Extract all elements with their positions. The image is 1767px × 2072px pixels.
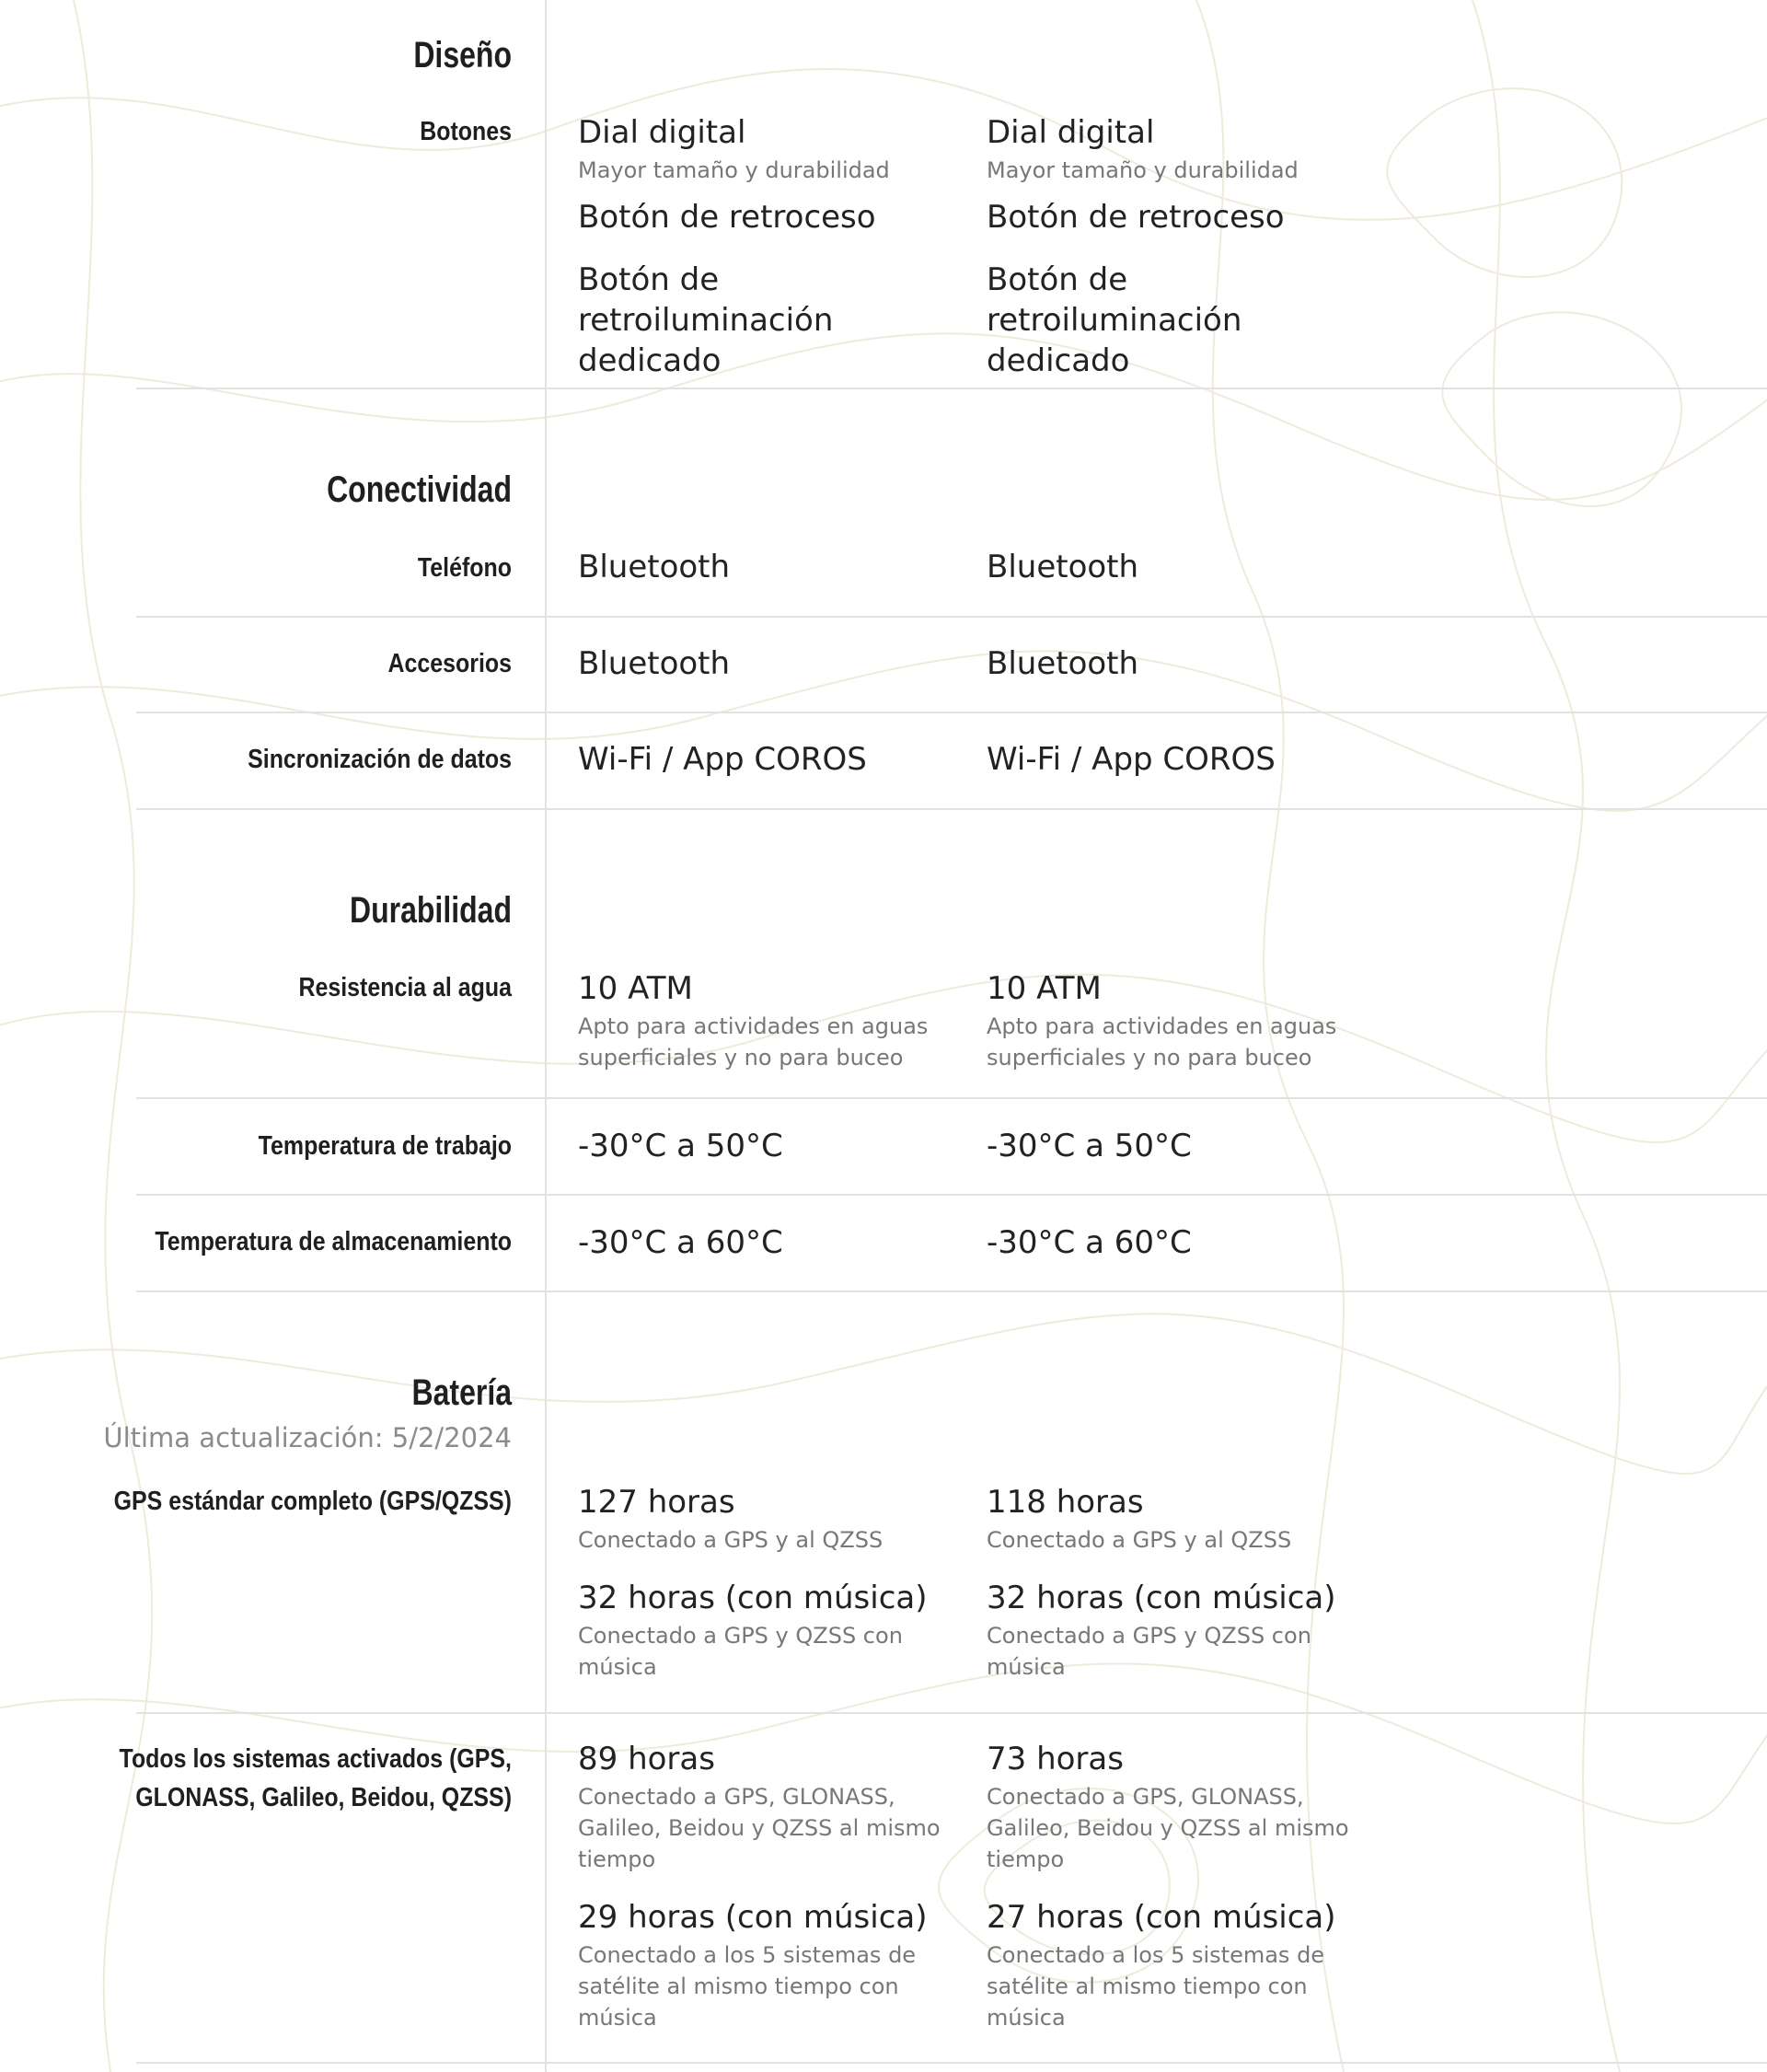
spec-item bbox=[987, 1482, 1355, 1556]
almacenamiento-col1-value: -30°C a 60°C bbox=[578, 1224, 783, 1261]
trabajo-col2-value: -30°C a 50°C bbox=[987, 1128, 1192, 1164]
row-label-botones: Botones bbox=[420, 117, 512, 146]
spec-value: 32 horas (con música) bbox=[578, 1580, 928, 1616]
spec-item bbox=[987, 112, 1373, 186]
row-label-temperatura-trabajo: Temperatura de trabajo bbox=[258, 1131, 512, 1161]
sincronizacion-col2-value: Wi-Fi / App COROS bbox=[987, 741, 1276, 778]
agua-col1 bbox=[578, 968, 946, 1073]
spec-value: 10 ATM bbox=[578, 970, 693, 1007]
row-label-temperatura-almacenamiento: Temperatura de almacenamiento bbox=[155, 1227, 513, 1256]
gps-col2 bbox=[987, 1482, 1355, 1705]
spec-item bbox=[578, 1897, 946, 2033]
spec-item bbox=[578, 1482, 946, 1556]
row-label-telefono: Teléfono bbox=[417, 553, 512, 583]
todos-col1 bbox=[578, 1739, 946, 2055]
spec-value: 127 horas bbox=[578, 1484, 735, 1521]
spec-note: Apto para actividades en aguas superficiales y no para buceo bbox=[987, 1013, 1337, 1071]
spec-note: Mayor tamaño y durabilidad bbox=[987, 157, 1299, 183]
spec-item bbox=[987, 1739, 1355, 1875]
row-label-todos-sistemas: Todos los sistemas activados (GPS, GLONASS, Galileo, Beidou, QZSS) bbox=[119, 1744, 513, 1812]
spec-note: Conectado a los 5 sistemas de satélite al mismo tiempo con música bbox=[578, 1942, 917, 2031]
spec-note: Conectado a los 5 sistemas de satélite al mismo tiempo con música bbox=[987, 1942, 1325, 2031]
spec-value: 27 horas (con música) bbox=[987, 1899, 1336, 1936]
spec-note: Conectado a GPS y al QZSS bbox=[987, 1527, 1292, 1553]
row-divider bbox=[136, 1291, 1767, 1292]
spec-note: Conectado a GPS y QZSS con música bbox=[987, 1623, 1311, 1680]
spec-value: 32 horas (con música) bbox=[987, 1580, 1336, 1616]
column-divider bbox=[545, 0, 547, 2072]
row-label-gps-estandar: GPS estándar completo (GPS/QZSS) bbox=[113, 1487, 512, 1516]
spec-value: Dial digital bbox=[987, 114, 1155, 151]
spec-value: Botón de retroceso bbox=[987, 199, 1285, 236]
spec-item bbox=[578, 260, 964, 381]
spec-item bbox=[578, 1739, 946, 1875]
row-divider bbox=[136, 1712, 1767, 1714]
section-title-durabilidad: Durabilidad bbox=[349, 890, 512, 931]
spec-value: 89 horas bbox=[578, 1741, 715, 1777]
spec-note: Mayor tamaño y durabilidad bbox=[578, 157, 890, 183]
spec-value: Botón de retroiluminación dedicado bbox=[578, 261, 834, 379]
row-divider bbox=[136, 808, 1767, 810]
spec-item bbox=[578, 112, 964, 186]
telefono-col2-value: Bluetooth bbox=[987, 549, 1139, 585]
trabajo-col1-value: -30°C a 50°C bbox=[578, 1128, 783, 1164]
spec-item bbox=[578, 1578, 946, 1683]
spec-value: Botón de retroceso bbox=[578, 199, 876, 236]
spec-value: Botón de retroiluminación dedicado bbox=[987, 261, 1242, 379]
spec-note: Conectado a GPS, GLONASS, Galileo, Beidou y QZSS al mismo tiempo bbox=[578, 1784, 941, 1872]
row-label-resistencia-agua: Resistencia al agua bbox=[298, 973, 512, 1002]
agua-col2 bbox=[987, 968, 1355, 1073]
spec-note: Conectado a GPS y al QZSS bbox=[578, 1527, 884, 1553]
spec-item bbox=[987, 197, 1373, 237]
section-title-diseno: Diseño bbox=[413, 35, 512, 75]
accesorios-col2-value: Bluetooth bbox=[987, 645, 1139, 682]
botones-col2 bbox=[987, 112, 1373, 403]
spec-note: Conectado a GPS y QZSS con música bbox=[578, 1623, 903, 1680]
todos-col2 bbox=[987, 1739, 1355, 2055]
row-label-sincronizacion: Sincronización de datos bbox=[248, 745, 512, 774]
row-divider bbox=[136, 2062, 1767, 2064]
row-label-accesorios: Accesorios bbox=[387, 649, 512, 678]
spec-note: Apto para actividades en aguas superficiales y no para buceo bbox=[578, 1013, 929, 1071]
almacenamiento-col2-value: -30°C a 60°C bbox=[987, 1224, 1192, 1261]
row-divider bbox=[136, 388, 1767, 389]
spec-value: Dial digital bbox=[578, 114, 746, 151]
spec-item bbox=[987, 260, 1373, 381]
spec-value: 29 horas (con música) bbox=[578, 1899, 928, 1936]
row-divider bbox=[136, 1097, 1767, 1099]
row-divider bbox=[136, 712, 1767, 713]
last-updated-note: Última actualización: 5/2/2024 bbox=[103, 1422, 512, 1453]
gps-col1 bbox=[578, 1482, 946, 1705]
spec-item bbox=[987, 1897, 1355, 2033]
spec-value: 73 horas bbox=[987, 1741, 1124, 1777]
row-divider bbox=[136, 1194, 1767, 1196]
spec-value: 118 horas bbox=[987, 1484, 1144, 1521]
section-title-conectividad: Conectividad bbox=[327, 469, 512, 510]
botones-col1 bbox=[578, 112, 964, 403]
telefono-col1-value: Bluetooth bbox=[578, 549, 731, 585]
section-title-bateria: Batería bbox=[411, 1372, 512, 1413]
row-divider bbox=[136, 616, 1767, 618]
spec-item bbox=[578, 197, 964, 237]
spec-item bbox=[987, 1578, 1355, 1683]
spec-note: Conectado a GPS, GLONASS, Galileo, Beidou y QZSS al mismo tiempo bbox=[987, 1784, 1349, 1872]
spec-value: 10 ATM bbox=[987, 970, 1102, 1007]
accesorios-col1-value: Bluetooth bbox=[578, 645, 731, 682]
sincronizacion-col1-value: Wi-Fi / App COROS bbox=[578, 741, 867, 778]
